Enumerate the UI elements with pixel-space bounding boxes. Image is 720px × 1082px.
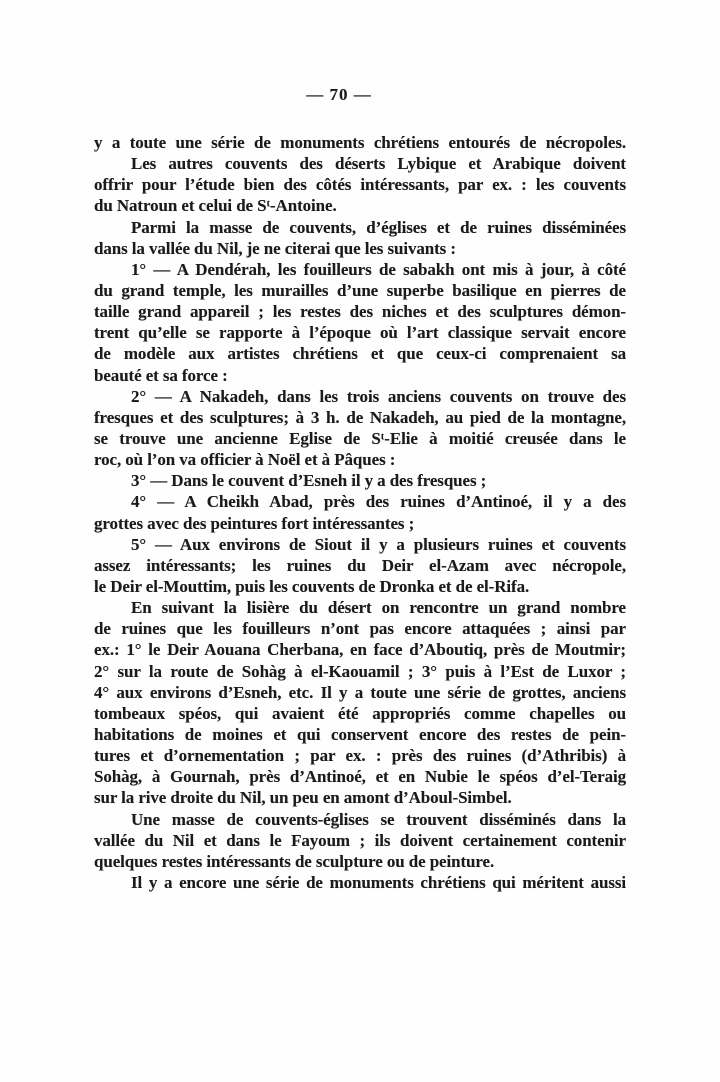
text-line: trent qu’elle se rapporte à l’époque où l’art classique servait encore [94, 323, 626, 343]
paragraph [94, 386, 626, 471]
text-line: taille grand appareil ; les restes des niches et des sculptures démon- [94, 302, 626, 322]
text-line: offrir pour l’étude bien des côtés intéressants, par ex. : les couvents [94, 175, 626, 195]
text-line: de modèle aux artistes chrétiens et que ceux-ci comprenaient sa [94, 344, 626, 364]
text-line: Une masse de couvents-églises se trouvent disséminés dans la [131, 809, 626, 829]
text-line: ex.: 1° le Deir Aouana Cherbana, en face d’Aboutiq, près de Moutmir; [94, 640, 626, 660]
text-line: 4° — A Cheikh Abad, près des ruines d’Antinoé, il y a des [131, 492, 626, 512]
text-line: tombeaux spéos, qui avaient été appropriés comme chapelles ou [94, 703, 626, 723]
text-line: assez intéressants; les ruines du Deir el-Azam avec nécropole, [94, 555, 626, 575]
paragraph [94, 132, 626, 153]
paragraph [94, 470, 626, 491]
text-line: y a toute une série de monuments chrétiens entourés de nécropoles. [94, 133, 626, 152]
paragraph [94, 259, 626, 386]
paragraph [94, 491, 626, 533]
text-line: 1° — A Dendérah, les fouilleurs de sabakh ont mis à jour, à côté [131, 259, 626, 279]
text-line: Il y a encore une série de monuments chrétiens qui méritent aussi [131, 872, 626, 892]
text-line: vallée du Nil et dans le Fayoum ; ils doivent certainement contenir [94, 830, 626, 850]
text-line: grottes avec des peintures fort intéressantes ; [94, 513, 415, 533]
paragraph [94, 597, 626, 808]
paragraph [94, 809, 626, 872]
text-line: du grand temple, les murailles d’une superbe basilique en pierres de [94, 280, 626, 300]
text-line: de ruines que les fouilleurs n’ont pas encore attaquées ; ainsi par [94, 619, 626, 639]
text-line: Sohàg, à Gournah, près d’Antinoé, et en Nubie le spéos d’el-Teraig [94, 767, 626, 787]
text-line: quelques restes intéressants de sculpture ou de peinture. [94, 851, 495, 871]
text-line: sur la rive droite du Nil, un peu en amont d’Aboul-Simbel. [94, 788, 512, 808]
text-line: beauté et sa force : [94, 365, 228, 385]
text-line: Les autres couvents des déserts Lybique et Arabique doivent [131, 154, 626, 174]
text-line: Parmi la masse de couvents, d’églises et de ruines disséminées [131, 217, 626, 237]
text-line: En suivant la lisière du désert on rencontre un grand nombre [131, 598, 626, 618]
paragraph [94, 872, 626, 893]
text-line: du Natroun et celui de Sᵗ-Antoine. [94, 196, 337, 216]
text-line: habitations de moines et qui conservent encore des restes de pein- [94, 724, 626, 744]
text-line: fresques et des sculptures; à 3 h. de Nakadeh, au pied de la montagne, [94, 407, 626, 427]
text-line: se trouve une ancienne Eglise de Sᵗ-Elie à moitié creusée dans le [94, 428, 626, 448]
text-block [94, 132, 626, 893]
paragraph [94, 153, 626, 216]
text-line: tures et d’ornementation ; par ex. : près des ruines (d’Athribis) à [94, 746, 626, 766]
paragraph [94, 534, 626, 597]
text-line: 3° — Dans le couvent d’Esneh il y a des fresques ; [131, 471, 487, 491]
paragraph [94, 217, 626, 259]
text-line: 2° — A Nakadeh, dans les trois anciens couvents on trouve des [131, 386, 626, 406]
text-line: dans la vallée du Nil, je ne citerai que les suivants : [94, 238, 456, 258]
text-line: roc, où l’on va officier à Noël et à Pâques : [94, 450, 396, 470]
text-line: le Deir el-Mouttim, puis les couvents de Dronka et de el-Rifa. [94, 576, 530, 596]
text-line: 4° aux environs d’Esneh, etc. Il y a toute une série de grottes, anciens [94, 682, 626, 702]
text-line: 5° — Aux environs de Siout il y a plusieurs ruines et couvents [131, 534, 626, 554]
page-number: — 70 — [306, 85, 372, 104]
text-line: 2° sur la route de Sohàg à el-Kaouamil ; 3° puis à l’Est de Luxor ; [94, 661, 626, 681]
